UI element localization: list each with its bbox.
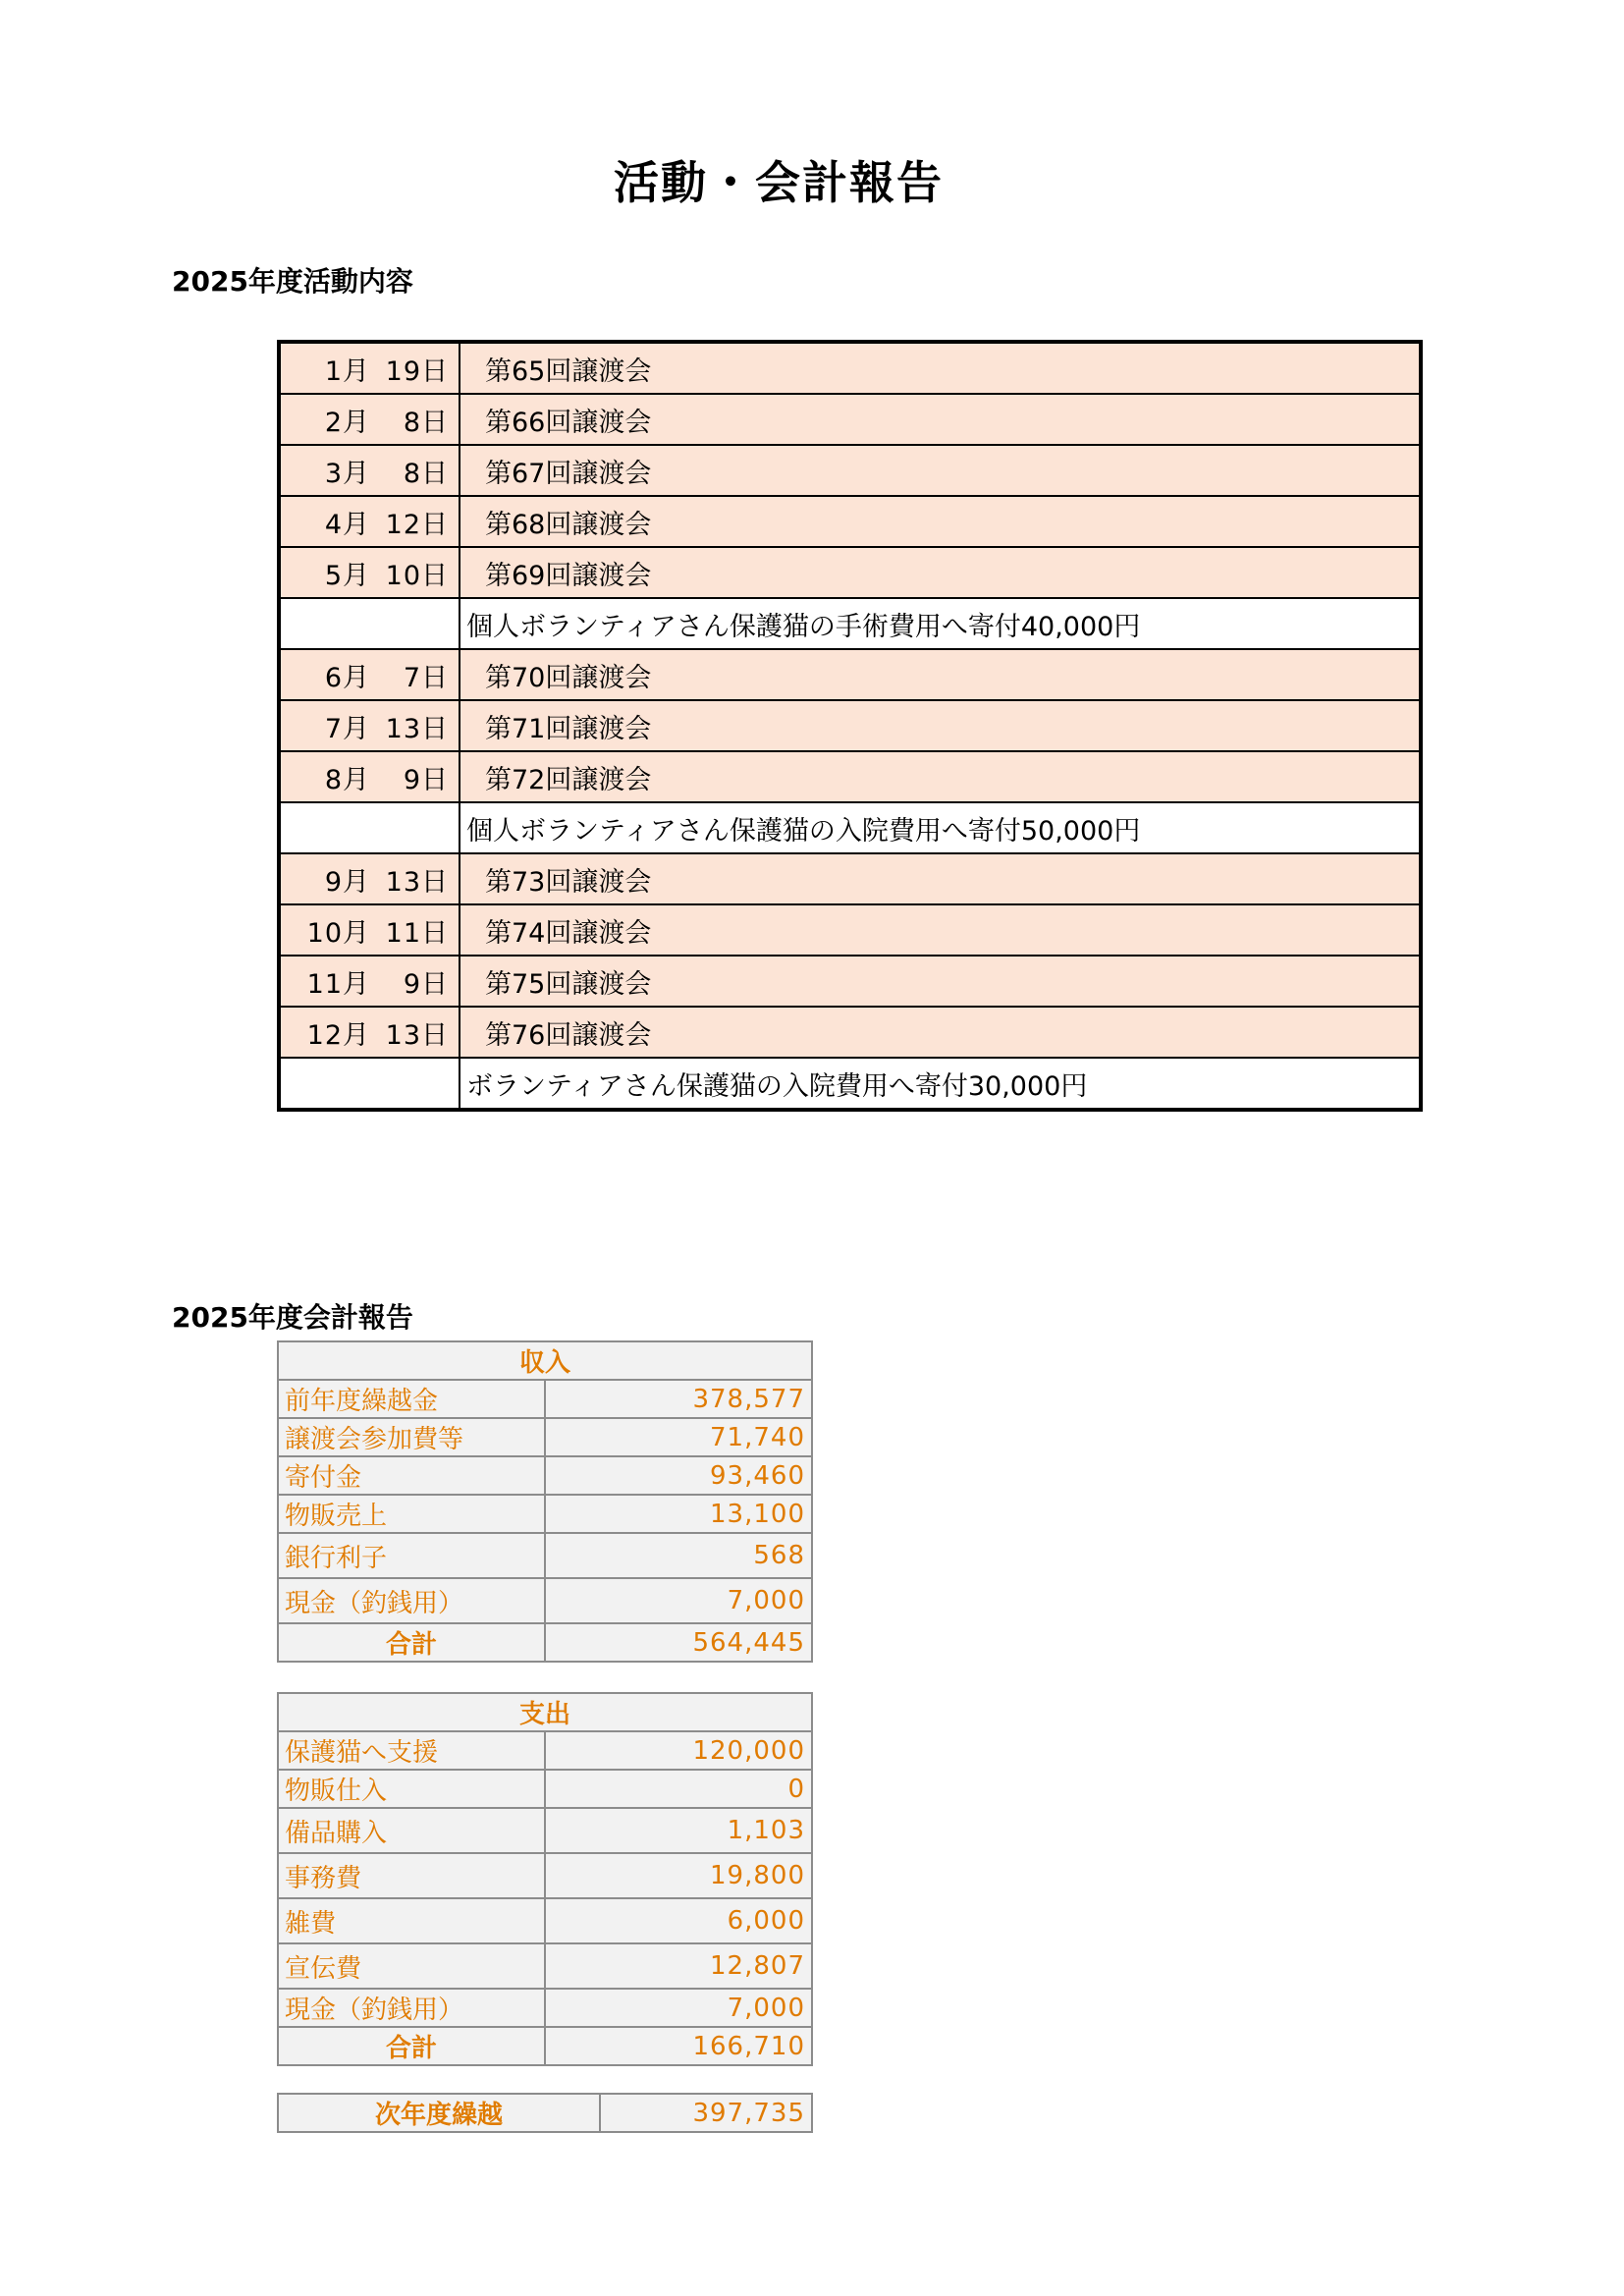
expense-total-label: 合計 bbox=[278, 2027, 545, 2065]
activity-date-cell bbox=[279, 394, 460, 445]
activity-row-event bbox=[279, 342, 1421, 394]
activity-description: 第72回譲渡会 bbox=[460, 751, 1421, 802]
income-row-value: 93,460 bbox=[545, 1456, 812, 1495]
activity-month: 7月 bbox=[324, 713, 370, 744]
activity-row-event bbox=[279, 700, 1421, 751]
activity-row-event bbox=[279, 496, 1421, 547]
activity-date-cell bbox=[279, 547, 460, 598]
activity-date-cell bbox=[279, 649, 460, 700]
income-row-value: 13,100 bbox=[545, 1495, 812, 1533]
activity-description: 個人ボランティアさん保護猫の入院費用へ寄付50,000円 bbox=[460, 802, 1421, 853]
activity-description: 第68回譲渡会 bbox=[460, 496, 1421, 547]
activity-date-cell bbox=[279, 853, 460, 904]
income-row-value: 378,577 bbox=[545, 1380, 812, 1418]
activity-table bbox=[277, 340, 1423, 1112]
activity-row-donation bbox=[279, 598, 1421, 649]
income-table bbox=[277, 1340, 813, 1663]
activity-description: 第75回譲渡会 bbox=[460, 956, 1421, 1007]
activity-month: 4月 bbox=[324, 509, 370, 540]
expense-row-label: 保護猫へ支援 bbox=[278, 1731, 545, 1770]
expense-row-value: 1,103 bbox=[545, 1808, 812, 1853]
expense-row-value: 120,000 bbox=[545, 1731, 812, 1770]
activity-month: 5月 bbox=[324, 560, 370, 591]
activity-row-event bbox=[279, 751, 1421, 802]
activity-month: 3月 bbox=[324, 458, 370, 489]
activity-row-event bbox=[279, 904, 1421, 956]
expense-total-value: 166,710 bbox=[545, 2027, 812, 2065]
activity-month: 9月 bbox=[324, 866, 370, 898]
activity-day: 11日 bbox=[385, 917, 449, 949]
activity-day: 13日 bbox=[385, 866, 449, 898]
expense-row-value: 0 bbox=[545, 1770, 812, 1808]
income-row-label: 現金（釣銭用） bbox=[278, 1578, 545, 1623]
expense-row-label: 現金（釣銭用） bbox=[278, 1989, 545, 2027]
expense-row-label: 事務費 bbox=[278, 1853, 545, 1898]
expense-row-value: 19,800 bbox=[545, 1853, 812, 1898]
activity-row-donation bbox=[279, 802, 1421, 853]
activity-day: 12日 bbox=[385, 509, 449, 540]
activity-row-event bbox=[279, 445, 1421, 496]
income-row-value: 7,000 bbox=[545, 1578, 812, 1623]
activity-description: 第67回譲渡会 bbox=[460, 445, 1421, 496]
income-total-value: 564,445 bbox=[545, 1623, 812, 1662]
activity-date-cell bbox=[279, 956, 460, 1007]
activity-description: 第69回譲渡会 bbox=[460, 547, 1421, 598]
activity-row-event bbox=[279, 547, 1421, 598]
expense-row-label: 備品購入 bbox=[278, 1808, 545, 1853]
income-row-label: 物販売上 bbox=[278, 1495, 545, 1533]
activity-row-donation bbox=[279, 1058, 1421, 1110]
activity-date-cell bbox=[279, 700, 460, 751]
activity-month: 11月 bbox=[306, 968, 370, 1000]
activity-day: 9日 bbox=[403, 764, 449, 795]
income-total-label: 合計 bbox=[278, 1623, 545, 1662]
activity-description: 第73回譲渡会 bbox=[460, 853, 1421, 904]
activity-section-heading: 2025年度活動内容 bbox=[172, 265, 413, 298]
expense-row-label: 宣伝費 bbox=[278, 1943, 545, 1989]
activity-day: 9日 bbox=[403, 968, 449, 1000]
page-title: 活動・会計報告 bbox=[614, 156, 944, 209]
activity-date-cell bbox=[279, 802, 460, 853]
activity-date-cell bbox=[279, 1058, 460, 1110]
activity-row-event bbox=[279, 1007, 1421, 1058]
income-row-label: 寄付金 bbox=[278, 1456, 545, 1495]
activity-month: 10月 bbox=[306, 917, 370, 949]
activity-date-cell bbox=[279, 751, 460, 802]
expense-row-value: 12,807 bbox=[545, 1943, 812, 1989]
activity-row-event bbox=[279, 853, 1421, 904]
income-header: 収入 bbox=[278, 1341, 812, 1380]
activity-day: 10日 bbox=[385, 560, 449, 591]
activity-month: 8月 bbox=[324, 764, 370, 795]
carryover-value: 397,735 bbox=[600, 2094, 812, 2132]
activity-description: ボランティアさん保護猫の入院費用へ寄付30,000円 bbox=[460, 1058, 1421, 1110]
expense-row-label: 物販仕入 bbox=[278, 1770, 545, 1808]
activity-description: 個人ボランティアさん保護猫の手術費用へ寄付40,000円 bbox=[460, 598, 1421, 649]
income-row-label: 前年度繰越金 bbox=[278, 1380, 545, 1418]
activity-row-event bbox=[279, 394, 1421, 445]
activity-description: 第70回譲渡会 bbox=[460, 649, 1421, 700]
activity-month: 12月 bbox=[306, 1019, 370, 1051]
income-row-value: 71,740 bbox=[545, 1418, 812, 1456]
income-row-label: 銀行利子 bbox=[278, 1533, 545, 1578]
expense-table bbox=[277, 1692, 813, 2066]
activity-description: 第66回譲渡会 bbox=[460, 394, 1421, 445]
activity-day: 19日 bbox=[385, 355, 449, 387]
income-row-label: 譲渡会参加費等 bbox=[278, 1418, 545, 1456]
activity-day: 13日 bbox=[385, 713, 449, 744]
carryover-table bbox=[277, 2093, 813, 2133]
activity-description: 第65回譲渡会 bbox=[460, 342, 1421, 394]
expense-row-value: 7,000 bbox=[545, 1989, 812, 2027]
expense-row-label: 雑費 bbox=[278, 1898, 545, 1943]
activity-date-cell bbox=[279, 904, 460, 956]
accounting-section-heading: 2025年度会計報告 bbox=[172, 1301, 413, 1334]
activity-day: 8日 bbox=[403, 458, 449, 489]
activity-day: 13日 bbox=[385, 1019, 449, 1051]
activity-description: 第74回譲渡会 bbox=[460, 904, 1421, 956]
activity-row-event bbox=[279, 649, 1421, 700]
activity-month: 2月 bbox=[324, 407, 370, 438]
activity-day: 8日 bbox=[403, 407, 449, 438]
activity-date-cell bbox=[279, 342, 460, 394]
carryover-label: 次年度繰越 bbox=[278, 2094, 600, 2132]
activity-date-cell bbox=[279, 445, 460, 496]
activity-description: 第71回譲渡会 bbox=[460, 700, 1421, 751]
activity-month: 6月 bbox=[324, 662, 370, 693]
activity-day: 7日 bbox=[403, 662, 449, 693]
activity-date-cell bbox=[279, 1007, 460, 1058]
expense-header: 支出 bbox=[278, 1693, 812, 1731]
activity-row-event bbox=[279, 956, 1421, 1007]
activity-month: 1月 bbox=[324, 355, 370, 387]
activity-date-cell bbox=[279, 496, 460, 547]
activity-date-cell bbox=[279, 598, 460, 649]
income-row-value: 568 bbox=[545, 1533, 812, 1578]
expense-row-value: 6,000 bbox=[545, 1898, 812, 1943]
activity-description: 第76回譲渡会 bbox=[460, 1007, 1421, 1058]
